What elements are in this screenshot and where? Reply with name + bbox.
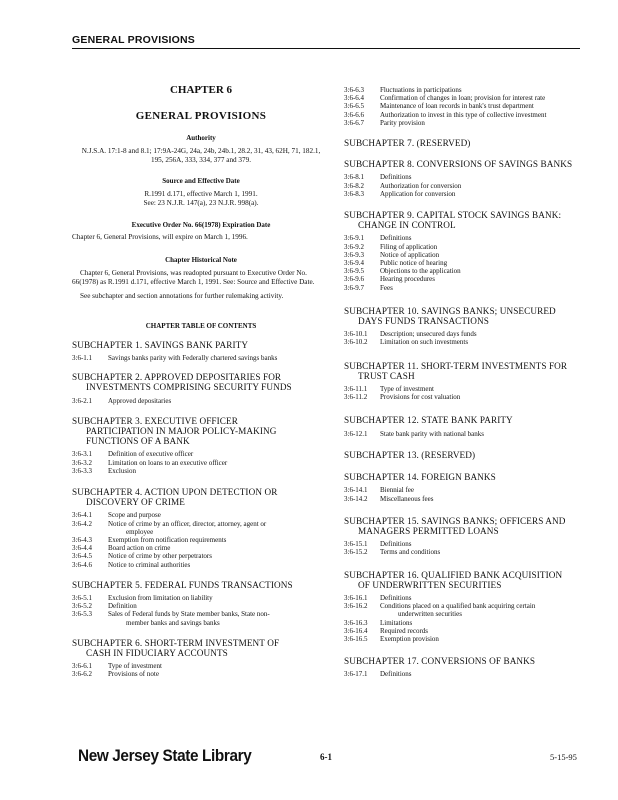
section-title xyxy=(108,520,330,536)
source-line-1: R.1991 d.171, effective March 1, 1991. xyxy=(144,190,258,199)
section-title-line: Authorization to invest in this type of collective investment xyxy=(380,110,547,119)
toc-entry xyxy=(72,511,330,519)
section-title xyxy=(380,393,588,401)
section-title-line: Limitation on such investments xyxy=(380,338,469,347)
section-title-line: Provisions of note xyxy=(108,670,159,679)
subchapter-title-continued: TRUST CASH xyxy=(358,370,415,381)
page-number: 6-1 xyxy=(320,752,332,762)
section-title xyxy=(380,540,588,548)
section-title-line: Definition xyxy=(108,602,137,611)
right-toc-continued-entries xyxy=(344,86,588,127)
subchapter-title-line: SUBCHAPTER 1. SAVINGS BANK PARITY xyxy=(72,339,249,350)
subchapter-title-continued: DAYS FUNDS TRANSACTIONS xyxy=(358,316,489,327)
subchapter-title-continued: DISCOVERY OF CRIME xyxy=(86,497,185,508)
toc-entry xyxy=(344,602,588,618)
toc-entry xyxy=(344,393,588,401)
toc-entry xyxy=(344,548,588,556)
section-number: 3:6-6.2 xyxy=(72,670,93,679)
subchapter-title-line: SUBCHAPTER 14. FOREIGN BANKS xyxy=(344,472,496,483)
section-list xyxy=(72,594,330,627)
subchapter-title-continued: PARTICIPATION IN MAJOR POLICY-MAKING xyxy=(86,425,277,436)
subchapter-title xyxy=(344,656,588,666)
section-title-line: Required records xyxy=(380,626,429,635)
toc-entry xyxy=(344,619,588,627)
toc-entry xyxy=(344,495,588,503)
library-stamp: New Jersey State Library xyxy=(78,746,252,765)
section-title xyxy=(108,561,330,569)
section-title xyxy=(380,385,588,393)
section-number: 3:6-1.1 xyxy=(72,353,93,362)
section-title-line: Exclusion xyxy=(108,466,136,475)
section-number: 3:6-14.2 xyxy=(344,494,368,503)
toc-entry xyxy=(72,544,330,552)
section-title-line: Definitions xyxy=(380,540,412,549)
toc-entry xyxy=(72,610,330,626)
subchapter-title-line: SUBCHAPTER 10. SAVINGS BANKS; UNSECURED xyxy=(344,305,556,316)
section-title-line: Scope and purpose xyxy=(108,511,161,520)
section-title xyxy=(380,86,588,94)
toc-heading: CHAPTER TABLE OF CONTENTS xyxy=(145,321,257,330)
toc-entry xyxy=(344,251,588,259)
right-toc xyxy=(344,138,588,679)
toc-entry xyxy=(344,430,588,438)
section-title-line: Type of investment xyxy=(108,662,162,671)
section-title-line: Exemption provision xyxy=(380,634,439,643)
chapter-number: CHAPTER 6 xyxy=(169,84,233,96)
section-number: 3:6-8.3 xyxy=(344,189,365,198)
section-number: 3:6-17.1 xyxy=(344,670,368,679)
subchapter-block xyxy=(72,638,330,679)
section-title xyxy=(380,495,588,503)
toc-entry xyxy=(344,486,588,494)
section-title xyxy=(380,635,588,643)
exec-order-heading: Executive Order No. 66(1978) Expiration Date xyxy=(131,221,271,230)
source-line-2: See: 23 N.J.R. 147(a), 23 N.J.R. 998(a). xyxy=(143,198,259,207)
section-number: 3:6-4.6 xyxy=(72,560,93,569)
section-number: 3:6-3.3 xyxy=(72,466,93,475)
section-title xyxy=(380,259,588,267)
toc-entry xyxy=(344,338,588,346)
section-list xyxy=(72,511,330,568)
toc-entry xyxy=(344,275,588,283)
section-list xyxy=(344,540,588,556)
subchapter-block xyxy=(72,340,330,362)
section-title-line: Miscellaneous fees xyxy=(380,494,434,503)
header-rule xyxy=(72,48,580,49)
section-title-line: Type of investment xyxy=(380,385,434,394)
section-title-line: Definitions xyxy=(380,234,412,243)
running-header: GENERAL PROVISIONS xyxy=(72,34,196,46)
section-title xyxy=(108,602,330,610)
section-title-wrap: underwritten securities xyxy=(398,610,462,619)
section-number: 3:6-9.6 xyxy=(344,275,365,284)
subchapter-block xyxy=(72,372,330,405)
toc-entry xyxy=(344,182,588,190)
section-title xyxy=(108,610,330,626)
section-title xyxy=(108,536,330,544)
subchapter-block xyxy=(344,472,588,503)
section-number: 3:6-16.1 xyxy=(344,593,368,602)
section-number: 3:6-6.7 xyxy=(344,118,365,127)
section-title xyxy=(380,594,588,602)
section-title xyxy=(108,662,330,670)
authority-heading: Authority xyxy=(186,134,216,142)
section-title-line: Limitation on loans to an executive officer xyxy=(108,458,228,467)
section-list xyxy=(72,354,330,362)
history-text: Chapter 6, General Provisions, was readopted pursuant to Executive Order No. 66(1978) as R.1991 d.171, effective March 1, 1991. See: Source and Effective Date. xyxy=(72,268,315,286)
section-title xyxy=(380,111,588,119)
section-title-line: State bank parity with national banks xyxy=(380,429,485,438)
section-title xyxy=(380,330,588,338)
section-number: 3:6-9.7 xyxy=(344,283,365,292)
section-title-line: Filing of application xyxy=(380,242,438,251)
section-list xyxy=(344,486,588,502)
toc-entry xyxy=(72,536,330,544)
section-number: 3:6-5.3 xyxy=(72,610,93,619)
section-title xyxy=(380,267,588,275)
section-title-wrap: member banks and savings banks xyxy=(126,618,220,627)
section-list xyxy=(72,450,330,475)
section-number: 3:6-9.3 xyxy=(344,250,365,259)
toc-entry xyxy=(344,173,588,181)
section-number: 3:6-3.1 xyxy=(72,450,93,459)
toc-entry xyxy=(72,354,330,362)
section-title xyxy=(380,627,588,635)
section-title xyxy=(108,511,330,519)
section-number: 3:6-15.2 xyxy=(344,548,368,557)
subchapter-title xyxy=(344,415,588,425)
subchapter-title-continued: INVESTMENTS COMPRISING SECURITY FUNDS xyxy=(86,382,292,393)
section-title-line: Conditions placed on a qualified bank acquiring certain xyxy=(380,602,536,611)
toc-entry xyxy=(344,86,588,94)
toc-entry xyxy=(344,385,588,393)
section-list xyxy=(72,397,330,405)
section-title xyxy=(108,552,330,560)
section-title xyxy=(108,397,330,405)
section-title-line: Confirmation of changes in loan; provision for interest rate xyxy=(380,94,546,103)
section-number: 3:6-12.1 xyxy=(344,429,368,438)
subchapter-title-line: SUBCHAPTER 8. CONVERSIONS OF SAVINGS BANKS xyxy=(344,159,573,170)
toc-entry xyxy=(344,594,588,602)
section-number: 3:6-4.5 xyxy=(72,552,93,561)
toc-entry xyxy=(344,670,588,678)
toc-entry xyxy=(72,397,330,405)
subchapter-title-line: SUBCHAPTER 13. (RESERVED) xyxy=(344,449,476,460)
subchapter-title-line: SUBCHAPTER 16. QUALIFIED BANK ACQUISITION xyxy=(344,569,563,580)
subchapter-title-continued: CASH IN FIDUCIARY ACCOUNTS xyxy=(86,648,228,659)
subchapter-title xyxy=(344,361,588,381)
section-title-line: Fees xyxy=(380,283,393,292)
section-number: 3:6-16.5 xyxy=(344,634,368,643)
section-title-line: Approved depositaries xyxy=(108,396,172,405)
subchapter-block xyxy=(344,361,588,402)
toc-entry xyxy=(72,450,330,458)
subchapter-title-continued: CHANGE IN CONTROL xyxy=(358,220,456,231)
subchapter-title-line: SUBCHAPTER 5. FEDERAL FUNDS TRANSACTIONS xyxy=(72,579,293,590)
subchapter-block xyxy=(344,415,588,437)
toc-entry xyxy=(344,330,588,338)
subchapter-block xyxy=(344,159,588,198)
toc-entry xyxy=(344,94,588,102)
subchapter-title xyxy=(344,159,588,169)
section-title xyxy=(380,173,588,181)
section-number: 3:6-9.5 xyxy=(344,267,365,276)
section-number: 3:6-6.4 xyxy=(344,94,365,103)
section-title xyxy=(108,670,330,678)
subchapter-title-line: SUBCHAPTER 12. STATE BANK PARITY xyxy=(344,415,513,426)
section-title xyxy=(380,119,588,127)
section-title xyxy=(380,234,588,242)
section-title xyxy=(380,94,588,102)
section-number: 3:6-5.2 xyxy=(72,602,93,611)
toc-entry xyxy=(344,243,588,251)
section-title-line: Biennial fee xyxy=(380,486,415,495)
section-title-line: Definitions xyxy=(380,173,412,182)
subchapter-title-continued: MANAGERS PERMITTED LOANS xyxy=(358,525,499,536)
subchapter-title xyxy=(344,450,588,460)
section-number: 3:6-3.2 xyxy=(72,458,93,467)
section-title-line: Notice of application xyxy=(380,250,440,259)
section-title xyxy=(380,602,588,618)
subchapter-title xyxy=(344,472,588,482)
section-title xyxy=(380,338,588,346)
subchapter-title-line: SUBCHAPTER 17. CONVERSIONS OF BANKS xyxy=(344,656,536,667)
exec-order-text: Chapter 6, General Provisions, will expire on March 1, 1996. xyxy=(72,233,248,242)
subchapter-title-line: SUBCHAPTER 6. SHORT-TERM INVESTMENT OF xyxy=(72,637,280,648)
section-number: 3:6-6.6 xyxy=(344,110,365,119)
section-list xyxy=(344,594,588,643)
section-title xyxy=(108,354,330,362)
section-number: 3:6-4.4 xyxy=(72,544,93,553)
section-list xyxy=(344,385,588,401)
toc-entry xyxy=(344,284,588,292)
toc-entry xyxy=(72,670,330,678)
subchapter-title xyxy=(72,487,330,507)
section-title xyxy=(108,594,330,602)
section-number: 3:6-15.1 xyxy=(344,540,368,549)
section-title xyxy=(380,190,588,198)
see-annotations-text: See subchapter and section annotations for further rulemaking activity. xyxy=(80,292,284,301)
subchapter-title-line: SUBCHAPTER 3. EXECUTIVE OFFICER xyxy=(72,415,238,426)
subchapter-title-line: SUBCHAPTER 4. ACTION UPON DETECTION OR xyxy=(72,486,278,497)
section-number: 3:6-4.2 xyxy=(72,519,93,528)
subchapter-title xyxy=(72,638,330,658)
section-number: 3:6-9.2 xyxy=(344,242,365,251)
section-number: 3:6-16.3 xyxy=(344,618,368,627)
left-column xyxy=(72,84,330,679)
section-title-line: Authorization for conversion xyxy=(380,181,462,190)
toc-entry xyxy=(72,467,330,475)
subchapter-title-line: SUBCHAPTER 15. SAVINGS BANKS; OFFICERS AND xyxy=(344,515,566,526)
section-list xyxy=(344,430,588,438)
toc-entry xyxy=(344,627,588,635)
section-title xyxy=(380,284,588,292)
toc-entry xyxy=(344,234,588,242)
subchapter-title-continued: FUNCTIONS OF A BANK xyxy=(86,436,190,447)
section-title-line: Sales of Federal funds by State member banks, State non- xyxy=(108,610,270,619)
section-title-line: Objections to the application xyxy=(380,267,461,276)
section-title xyxy=(108,459,330,467)
section-title xyxy=(380,486,588,494)
section-title-line: Application for conversion xyxy=(380,189,456,198)
section-title xyxy=(380,430,588,438)
subchapter-block xyxy=(344,138,588,148)
subchapter-title xyxy=(344,516,588,536)
subchapter-title xyxy=(344,138,588,148)
toc-entry xyxy=(344,111,588,119)
subchapter-block xyxy=(344,450,588,460)
section-number: 3:6-9.4 xyxy=(344,259,365,268)
section-title-line: Notice of crime by an officer, director, attorney, agent or xyxy=(108,519,267,528)
toc-entry xyxy=(344,102,588,110)
section-title-line: Provisions for cost valuation xyxy=(380,393,461,402)
section-title xyxy=(380,548,588,556)
footer-date: 5-15-95 xyxy=(550,752,577,762)
toc-entry xyxy=(72,561,330,569)
subchapter-title xyxy=(344,570,588,590)
right-column xyxy=(344,86,588,679)
subchapter-block xyxy=(344,516,588,557)
subchapter-title-line: SUBCHAPTER 9. CAPITAL STOCK SAVINGS BANK: xyxy=(344,210,562,221)
section-number: 3:6-6.5 xyxy=(344,102,365,111)
section-number: 3:6-16.2 xyxy=(344,602,368,611)
toc-entry xyxy=(344,119,588,127)
toc-entry xyxy=(344,635,588,643)
toc-entry xyxy=(72,662,330,670)
section-number: 3:6-16.4 xyxy=(344,626,368,635)
toc-entry xyxy=(344,259,588,267)
section-title xyxy=(380,102,588,110)
section-title xyxy=(108,544,330,552)
source-heading: Source and Effective Date xyxy=(162,177,240,186)
section-title-line: Public notice of hearing xyxy=(380,259,448,268)
section-list xyxy=(344,234,588,291)
subchapter-title-line: SUBCHAPTER 11. SHORT-TERM INVESTMENTS FOR xyxy=(344,360,568,371)
subchapter-block xyxy=(72,416,330,475)
toc-entry xyxy=(72,594,330,602)
section-title-line: Parity provision xyxy=(380,118,425,127)
toc-entry xyxy=(344,267,588,275)
section-number: 3:6-8.1 xyxy=(344,173,365,182)
subchapter-title-line: SUBCHAPTER 2. APPROVED DEPOSITARIES FOR xyxy=(72,372,282,383)
subchapter-block xyxy=(344,656,588,678)
toc-entry xyxy=(72,520,330,536)
section-title xyxy=(108,450,330,458)
subchapter-block xyxy=(72,487,330,569)
section-number: 3:6-14.1 xyxy=(344,486,368,495)
subchapter-title xyxy=(72,340,330,350)
section-list xyxy=(344,670,588,678)
section-number: 3:6-10.1 xyxy=(344,330,368,339)
toc-entry xyxy=(72,459,330,467)
section-number: 3:6-4.3 xyxy=(72,536,93,544)
section-number: 3:6-5.1 xyxy=(72,594,93,603)
subchapter-block xyxy=(344,210,588,292)
section-title-line: Hearing procedures xyxy=(380,275,436,284)
section-title-line: Terms and conditions xyxy=(380,548,441,557)
section-list xyxy=(344,173,588,198)
subchapter-block xyxy=(72,580,330,627)
subchapter-title xyxy=(72,580,330,590)
section-title-line: Definition of executive officer xyxy=(108,450,194,459)
section-number: 3:6-10.2 xyxy=(344,338,368,347)
section-number: 3:6-9.1 xyxy=(344,234,365,243)
section-title xyxy=(380,619,588,627)
section-title-line: Exemption from notification requirements xyxy=(108,536,227,544)
subchapter-title xyxy=(344,210,588,230)
section-title-wrap: employee xyxy=(126,527,154,536)
section-title-line: Exclusion from limitation on liability xyxy=(108,594,213,603)
left-toc xyxy=(72,340,330,679)
authority-text: N.J.S.A. 17:1-8 and 8.1; 17:9A-24G, 24a, 24b, 24b.1, 28.2, 31, 43, 62H, 71, 182.1, 195, 256A, 333, 334, 377 and 379. xyxy=(81,147,321,164)
toc-entry xyxy=(344,190,588,198)
section-number: 3:6-11.2 xyxy=(344,393,368,402)
section-title-line: Savings banks parity with Federally chartered savings banks xyxy=(108,353,278,362)
section-number: 3:6-2.1 xyxy=(72,396,93,405)
section-title xyxy=(380,670,588,678)
section-number: 3:6-8.2 xyxy=(344,181,365,190)
subchapter-title-line: SUBCHAPTER 7. (RESERVED) xyxy=(344,138,471,149)
subchapter-title xyxy=(72,416,330,447)
toc-entry xyxy=(344,540,588,548)
chapter-title: GENERAL PROVISIONS xyxy=(135,110,267,122)
subchapter-block xyxy=(344,570,588,644)
section-title xyxy=(108,467,330,475)
section-number: 3:6-6.3 xyxy=(344,86,365,94)
section-number: 3:6-4.1 xyxy=(72,511,93,520)
section-title-line: Definitions xyxy=(380,593,412,602)
section-list xyxy=(344,330,588,346)
subchapter-title-continued: OF UNDERWRITTEN SECURITIES xyxy=(358,579,502,590)
section-title-line: Fluctuations in participations xyxy=(380,86,462,94)
section-title-line: Notice to criminal authorities xyxy=(108,560,191,569)
section-number: 3:6-11.1 xyxy=(344,385,368,394)
toc-entry xyxy=(72,552,330,560)
section-title-line: Definitions xyxy=(380,670,412,679)
section-list xyxy=(72,662,330,678)
subchapter-title xyxy=(72,372,330,392)
section-title xyxy=(380,275,588,283)
subchapter-block xyxy=(344,306,588,347)
section-title-line: Notice of crime by other perpetrators xyxy=(108,552,212,561)
section-title xyxy=(380,243,588,251)
section-title-line: Board action on crime xyxy=(108,544,171,553)
toc-entry xyxy=(72,602,330,610)
subchapter-title xyxy=(344,306,588,326)
section-number: 3:6-6.1 xyxy=(72,662,93,671)
history-heading: Chapter Historical Note xyxy=(165,255,237,264)
section-title-line: Maintenance of loan records in bank's trust department xyxy=(380,102,534,111)
section-title xyxy=(380,182,588,190)
section-title xyxy=(380,251,588,259)
section-title-line: Limitations xyxy=(380,618,413,627)
section-title-line: Description; unsecured days funds xyxy=(380,330,477,339)
